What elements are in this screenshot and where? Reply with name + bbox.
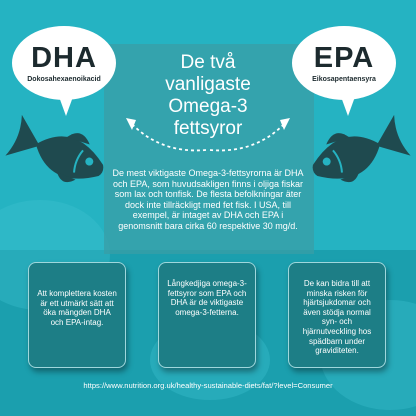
epa-full-name: Eikosapentaensyra xyxy=(312,76,376,83)
curved-arrow-icon xyxy=(210,118,290,150)
info-card-text: Långkedjiga omega-3-fettsyror som EPA och DHA är de viktigaste omega-3-fetterna. xyxy=(167,279,247,317)
fish-icon xyxy=(4,104,116,204)
curved-arrows xyxy=(120,108,296,168)
info-card xyxy=(158,262,256,368)
dha-full-name: Dokosahexaenoikacid xyxy=(27,76,101,83)
info-card-text: De kan bidra till att minska risken för hjärtsjukdomar och även stödja normal syn- och hjärnutveckling hos spädbarn under graviditeten. xyxy=(302,279,372,356)
title-line: Omega-3 xyxy=(168,96,248,117)
curved-arrow-icon xyxy=(126,118,206,150)
info-card xyxy=(28,262,126,368)
dha-label: DHA xyxy=(31,42,97,74)
title-line: vanligaste xyxy=(165,74,251,95)
info-card xyxy=(288,262,386,368)
body-paragraph: De mest viktigaste Omega-3-fettsyrorna är DHA och EPA, som huvudsakligen finns i oljiga fiskar som lax och tonfisk. De flesta befolkningar äter dock inte tillräckligt med fet fisk. I USA, till exempel, är intaget av DHA och EPA i genomsnitt bara cirka 60 respektive 30 mg/d. xyxy=(112,168,304,231)
source-url: https://www.nutrition.org.uk/healthy-sustainable-diets/fat/?level=Consumer xyxy=(83,381,333,390)
title-line: De två xyxy=(180,52,236,73)
epa-label: EPA xyxy=(313,42,375,74)
title-line: fettsyror xyxy=(173,118,243,139)
info-card-text: Att komplettera kosten är ett utmärkt sätt att öka mängden DHA och EPA-intag. xyxy=(37,289,117,327)
fish-icon xyxy=(300,104,412,204)
